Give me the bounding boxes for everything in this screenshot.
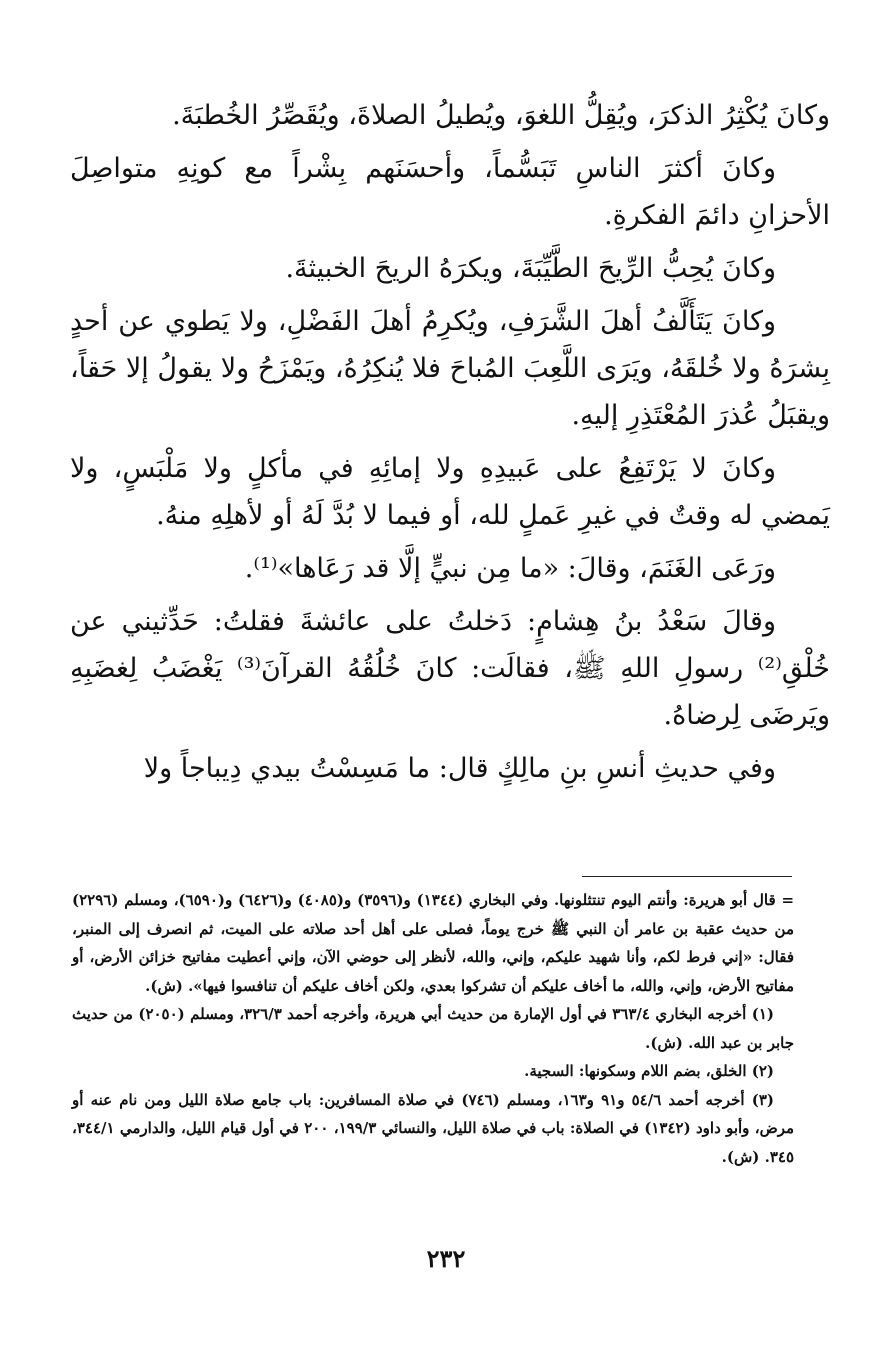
footnotes	[72, 886, 794, 1171]
paragraph-nobility: وكانَ يَتَأَلَّفُ أهلَ الشَّرَفِ، ويُكرِمُ أهلَ الفَضْلِ، ولا يَطوي عن أحدٍ بِشرَهُ ولا خُلقَهُ، ويَرَى اللَّعِبَ المُباحَ فلا يُنكِرُهُ، ويَمْزَحُ ولا يقولُ إلا حَقاً، ويقبَلُ عُذرَ المُعْتَذِرِ إليهِ.	[70, 306, 830, 431]
main-text	[70, 92, 830, 798]
footnote-3: (٣) أخرجه أحمد ٥٤/٦ و٩١ و١٦٣، ومسلم (٧٤٦) في صلاة المسافرين: باب جامع صلاة الليل ومن نام عنه أو مرض، وأبو داود (١٣٤٢) في الصلاة: باب في صلاة الليل، والنسائي ١٩٩/٣، ٢٠٠ في أول قيام الليل، والدارمي ٣٤٤/١، ٣٤٥. (ش).	[72, 1090, 795, 1166]
paragraph-dhikr: وكانَ يُكْثِرُ الذكرَ، ويُقِلُّ اللغوَ، ويُطيلُ الصلاةَ، ويُقَصِّرُ الخُطبَةَ.	[172, 100, 830, 131]
footnote-1: (١) أخرجه البخاري ٣٦٣/٤ في أول الإمارة من حديث أبي هريرة، وأخرجه أحمد ٣٢٦/٣، ومسلم (٢٠٥٠) من حديث جابر بن عبد الله. (ش).	[72, 1005, 794, 1052]
paragraph-sheep: ورَعَى الغَنَمَ، وقالَ: «ما مِن نبيٍّ إلَّا قد رَعَاها»⁽¹⁾.	[244, 553, 776, 584]
page-number: ٢٣٢	[426, 1244, 466, 1273]
footnote-continuation: = قال أبو هريرة: وأنتم اليوم تنتثلونها. وفي البخاري (١٣٤٤) و(٣٥٩٦) و(٤٠٨٥) و(٦٤٢٦) و(٦٥٩٠)، ومسلم (٢٢٩٦) من حديث عقبة بن عامر أن النبي ﷺ خرج يوماً، فصلى على أهل أحد صلاته على الميت، ثم انصرف إلى المنبر، فقال: «إني فرط لكم، وأنا شهيد عليكم، وإني، والله، لأنظر إلى حوضي الآن، وإني أعطيت مفاتيح خزائن الأرض، أو مفاتيح الأرض، وإني، والله، ما أخاف عليكم أن تشركوا بعدي، ولكن أخاف عليكم أن تنافسوا فيها». (ش).	[72, 891, 795, 995]
paragraph-servants: وكانَ لا يَرْتَفِعُ على عَبيدِهِ ولا إمائِهِ في مأكلٍ ولا مَلْبَسٍ، ولا يَمضي له وقتٌ في غيرِ عَملٍ لله، أو فيما لا بُدَّ لَهُ أو لأهلِهِ منهُ.	[70, 453, 830, 531]
footnote-2: (٢) الخلق، بضم اللام وسكونها: السجية.	[524, 1062, 774, 1080]
paragraph-scent: وكانَ يُحِبُّ الرِّيحَ الطَّيِّبَةَ، ويكرَهُ الريحَ الخبيثةَ.	[285, 253, 776, 284]
paragraph-smile: وكانَ أكثرَ الناسِ تَبَسُّماً، وأحسَنَهم بِشْراً مع كونِهِ متواصِلَ الأحزانِ دائمَ الفكرةِ.	[70, 153, 830, 231]
paragraph-anas-hadith: وفي حديثِ أنسِ بنِ مالِكٍ قال: ما مَسِسْتُ بيدي دِيباجاً ولا	[143, 753, 776, 784]
paragraph-aisha-hadith: وقالَ سَعْدُ بنُ هِشامٍ: دَخلتُ على عائشةَ فقلتُ: حَدِّثيني عن خُلْقِ⁽²⁾ رسولِ اللهِ ﷺ، فقالَت: كانَ خُلُقُهُ القرآنَ⁽³⁾ يَغْضَبُ لِغضَبِهِ ويَرضَى لِرضاهُ.	[70, 606, 830, 731]
footnote-separator	[582, 876, 792, 877]
